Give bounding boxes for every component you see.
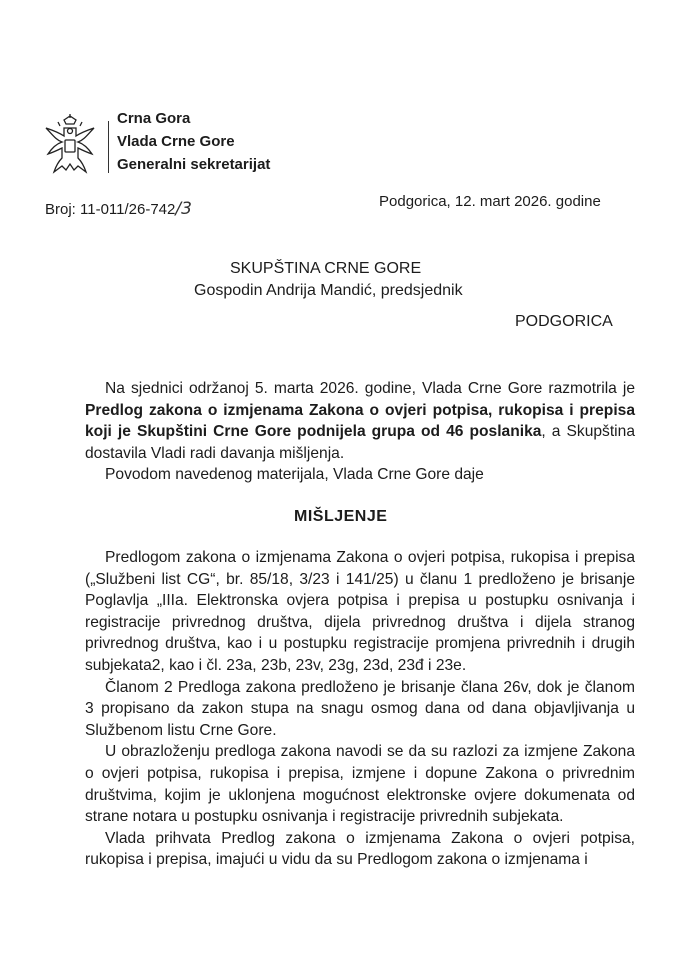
body-paragraph-1: Predlogom zakona o izmjenama Zakona o ovjeri potpisa, rukopisa i prepisa („Službeni list CG“, br. 85/18, 3/23 i 141/25) u članu 1 predloženo je brisanje Poglavlja „IIIa. Elektronska ovjera potpisa i prepisa u postupku osnivanja i registracije privrednog društva, dijela privrednog društva i dijela stranog privrednog društva, kao i u postupku registracije promjena privrednih i drugih subjekata2, kao i čl. 23a, 23b, 23v, 23g, 23d, 23đ i 23e.	[85, 549, 635, 674]
intro-paragraph	[85, 378, 635, 464]
intro-text-2: , a Skupština dostavila Vladi radi davanja mišljenja.	[85, 423, 635, 462]
intro-paragraph-2: Povodom navedenog materijala, Vlada Crne Gore daje	[105, 466, 484, 484]
header-country: Crna Gora	[117, 110, 191, 127]
intro-text-1: Na sjednici održanoj 5. marta 2026. godine, Vlada Crne Gore razmotrila je	[105, 380, 635, 397]
body-paragraph-4: Vlada prihvata Predlog zakona o izmjenama Zakona o ovjeri potpisa, rukopisa i prepisa, imajući u vidu da su Predlogom zakona o izmjenama i	[85, 829, 635, 869]
body-paragraph-2: Članom 2 Predloga zakona predloženo je brisanje člana 26v, dok je članom 3 propisano da zakon stupa na snagu osmog dana od dana objavljivanja u Službenom listu Crne Gore.	[85, 678, 635, 739]
reference-number-text: Broj: 11-011/26-742	[45, 201, 176, 218]
place-date: Podgorica, 12. mart 2026. godine	[379, 193, 601, 210]
reference-number	[45, 199, 192, 219]
handwritten-suffix: /3	[175, 199, 192, 219]
body-section	[85, 547, 635, 871]
header-secretariat: Generalni sekretarijat	[117, 156, 271, 173]
coat-of-arms-icon	[42, 114, 98, 176]
document-title: MIŠLJENJE	[294, 508, 388, 525]
header-government: Vlada Crne Gore	[117, 133, 235, 150]
recipient-org: SKUPŠTINA CRNE GORE	[230, 260, 422, 277]
header-divider	[108, 121, 109, 173]
body-paragraph-3: U obrazloženju predloga zakona navodi se da su razlozi za izmjene Zakona o ovjeri potpisa, rukopisa i prepisa, izmjene i dopune Zakona o privrednim društvima, kojim je uklonjena mogućnost elektronske ovjere dokumenata od strane notara u postupku osnivanja i registracije privrednih subjekata.	[85, 743, 635, 826]
intro-bold-text: Predlog zakona o izmjenama Zakona o ovjeri potpisa, rukopisa i prepisa koji je Skupštini Crne Gore podnijela grupa od 46 poslanika	[85, 401, 635, 441]
intro-section	[85, 378, 635, 486]
recipient-city: PODGORICA	[515, 313, 613, 330]
recipient-person: Gospodin Andrija Mandić, predsjednik	[194, 282, 463, 299]
